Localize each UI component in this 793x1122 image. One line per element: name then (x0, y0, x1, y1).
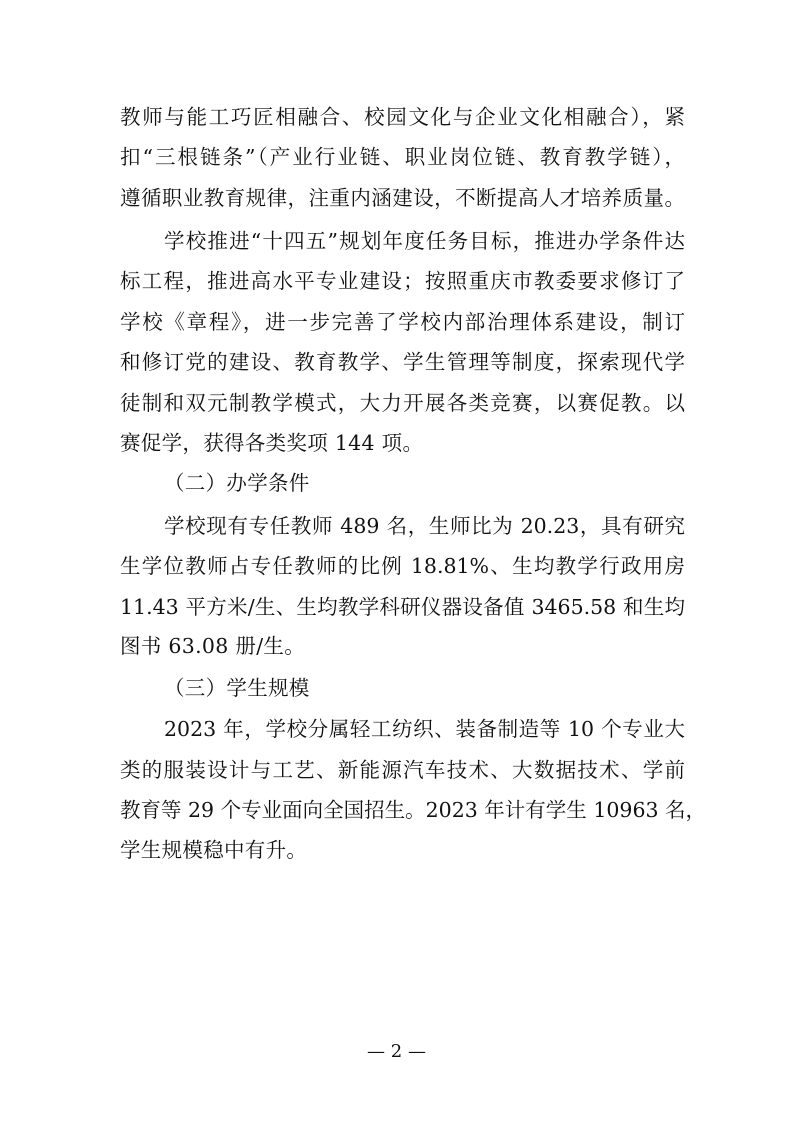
text-line: 类的服装设计与工艺、新能源汽车技术、大数据技术、学前 (120, 758, 685, 782)
section-heading: （二）办学条件 (164, 471, 310, 495)
paragraph-first-line: 学校现有专任教师 489 名，生师比为 20.23，具有研究 (164, 514, 685, 538)
text-line: 赛促学，获得各类奖项 144 项。 (120, 431, 424, 455)
text-line: 学校《章程》，进一步完善了学校内部治理体系建设，制订 (120, 310, 685, 334)
text-line: 图书 63.08 册/生。 (120, 634, 306, 658)
text-line: 和修订党的建设、教育教学、学生管理等制度，探索现代学 (120, 350, 685, 374)
text-line: 教育等 29 个专业面向全国招生。2023 年计有学生 10963 名， (120, 798, 707, 822)
section-heading: （三）学生规模 (164, 676, 310, 700)
text-line: 生学位教师占专任教师的比例 18.81%、生均教学行政用房 (120, 554, 685, 578)
text-line: 教师与能工巧匠相融合、校园文化与企业文化相融合），紧 (120, 105, 685, 129)
paragraph-first-line: 学校推进“十四五”规划年度任务目标，推进办学条件达 (164, 229, 685, 253)
text-line: 徒制和双元制教学模式，大力开展各类竞赛，以赛促教。以 (120, 391, 685, 415)
text-line: 遵循职业教育规律，注重内涵建设，不断提高人才培养质量。 (120, 186, 685, 210)
text-line: 学生规模稳中有升。 (120, 838, 308, 862)
text-line: 标工程，推进高水平专业建设；按照重庆市教委要求修订了 (120, 269, 685, 293)
page-number: — 2 — (367, 1041, 426, 1062)
paragraph-first-line: 2023 年，学校分属轻工纺织、装备制造等 10 个专业大 (164, 717, 685, 741)
text-line: 扣“三根链条”（产业行业链、职业岗位链、教育教学链）， (120, 145, 685, 169)
text-line: 11.43 平方米/生、生均教学科研仪器设备值 3465.58 和生均 (120, 595, 685, 619)
